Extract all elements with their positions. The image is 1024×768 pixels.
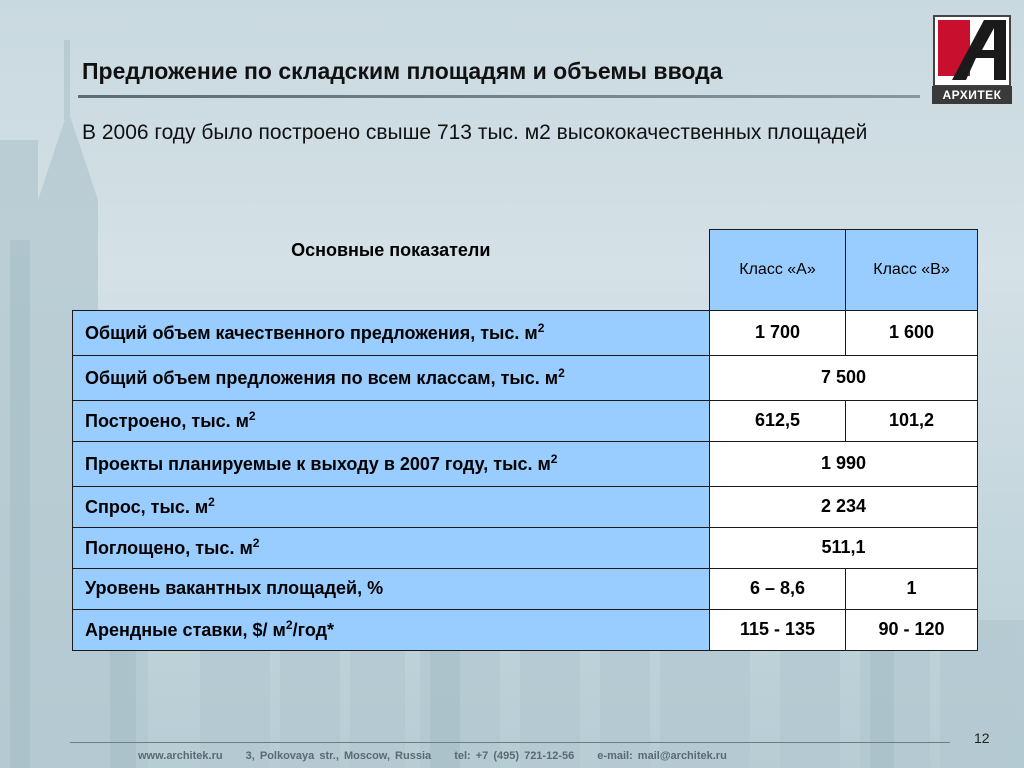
architek-logo bbox=[932, 14, 1012, 106]
row-label bbox=[73, 609, 710, 650]
unit-superscript: 2 bbox=[550, 452, 558, 466]
row-label bbox=[73, 355, 710, 400]
unit-superscript: 2 bbox=[537, 321, 545, 335]
value-merged: 7 500 bbox=[710, 355, 978, 400]
table-row bbox=[73, 400, 978, 441]
row-label bbox=[73, 310, 710, 355]
table-row bbox=[73, 568, 978, 609]
value-class-b: 90 - 120 bbox=[846, 609, 978, 650]
row-label bbox=[73, 527, 710, 568]
value-class-b: 1 bbox=[846, 568, 978, 609]
row-label-text: Общий объем качественного предложения, тыс. м bbox=[85, 323, 538, 343]
unit-superscript: 2 bbox=[248, 409, 256, 423]
value-class-b: 1 600 bbox=[846, 310, 978, 355]
value-class-a: 6 – 8,6 bbox=[710, 568, 846, 609]
value-merged: 1 990 bbox=[710, 441, 978, 486]
header-main-indicators: Основные показатели bbox=[291, 239, 491, 260]
row-label-text: Проекты планируемые к выходу в 2007 году, тыс. м bbox=[85, 454, 551, 474]
intro-text: В 2006 году было построено свыше 713 тыс. м2 высококачественных площадей bbox=[82, 121, 868, 144]
slide-title: Предложение по складским площадям и объемы ввода bbox=[82, 58, 723, 84]
row-label-suffix: /год* bbox=[292, 620, 335, 640]
value-class-b: 101,2 bbox=[846, 400, 978, 441]
unit-superscript: 2 bbox=[208, 495, 215, 509]
row-label-text: Общий объем предложения по всем классам, тыс. м bbox=[85, 368, 559, 388]
logo-text: АРХИТЕК bbox=[932, 86, 1012, 104]
title-divider bbox=[78, 95, 920, 98]
logo-mark-icon bbox=[932, 14, 1012, 86]
row-label-text: Поглощено, тыс. м bbox=[85, 538, 253, 558]
footer-divider bbox=[70, 742, 950, 743]
row-label-text: Построено, тыс. м bbox=[85, 411, 249, 431]
table-row bbox=[73, 355, 978, 400]
table-row bbox=[73, 609, 978, 650]
footer-website: www.architek.ru bbox=[138, 750, 223, 762]
footer-phone: tel: +7 (495) 721-12-56 bbox=[454, 750, 575, 762]
page-number: 12 bbox=[974, 730, 990, 746]
footer-address: 3, Polkovaya str., Moscow, Russia bbox=[245, 750, 432, 762]
table-row bbox=[73, 441, 978, 486]
unit-superscript: 2 bbox=[285, 618, 293, 632]
value-class-a: 612,5 bbox=[710, 400, 846, 441]
row-label bbox=[73, 486, 710, 527]
table-row bbox=[73, 310, 978, 355]
row-label-text: Арендные ставки, $/ м bbox=[85, 620, 286, 640]
row-label-text: Спрос, тыс. м bbox=[85, 497, 209, 517]
header-class-b: Класс «В» bbox=[846, 230, 978, 311]
table-header-row bbox=[73, 230, 978, 311]
value-merged: 2 234 bbox=[710, 486, 978, 527]
row-label bbox=[73, 441, 710, 486]
table-row bbox=[73, 527, 978, 568]
value-class-a: 115 - 135 bbox=[710, 609, 846, 650]
row-label: Уровень вакантных площадей, % bbox=[73, 568, 710, 609]
header-class-a: Класс «А» bbox=[710, 230, 846, 311]
row-label bbox=[73, 400, 710, 441]
indicators-table bbox=[72, 229, 978, 651]
value-merged: 511,1 bbox=[710, 527, 978, 568]
unit-superscript: 2 bbox=[252, 536, 260, 550]
table-row bbox=[73, 486, 978, 527]
footer bbox=[138, 750, 745, 762]
value-class-a: 1 700 bbox=[710, 310, 846, 355]
unit-superscript: 2 bbox=[558, 366, 565, 380]
footer-email: e-mail: mail@architek.ru bbox=[597, 750, 727, 762]
